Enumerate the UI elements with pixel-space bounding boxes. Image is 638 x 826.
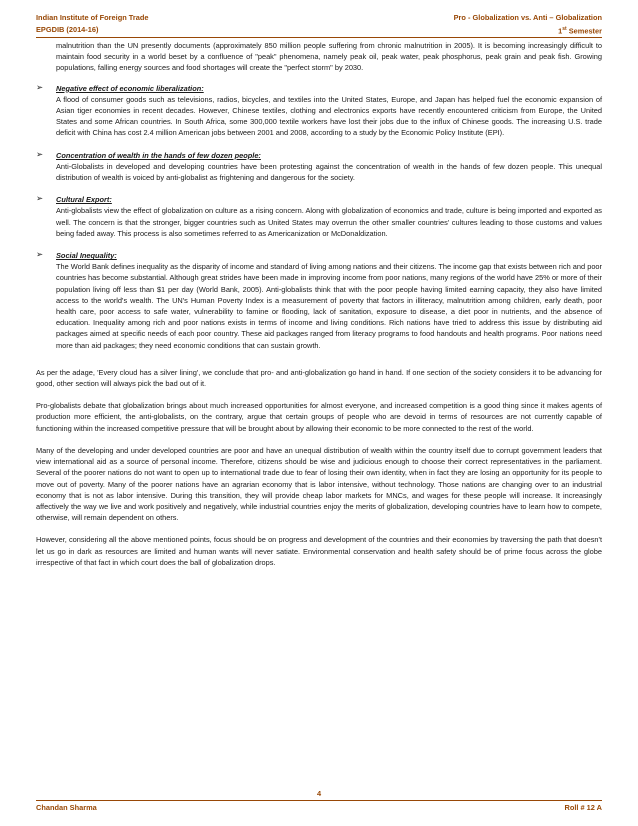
point-text: Anti-Globalists in developed and developing countries have been protesting against the concentration of wealth in the hands of few dozen people. This unequal distribution of wealth is voiced by anti-globalist as frightening and dangerous for the society.: [56, 161, 602, 183]
body-paragraph: Pro-globalists debate that globalization brings about much increased opportunities for almost everyone, and increased competition is a good thing since it makes agents of production more efficient, the anti-globalists, on the contrary, argue that certain groups of people who are devoid in terms of resources are not currently capable of functioning within the increased competitive pressure that will be brought about by allowing their economic to be more connected to the rest of the world.: [36, 401, 602, 433]
semester-word: Semester: [568, 25, 602, 35]
semester: [558, 24, 602, 37]
footer-rule: [36, 800, 602, 801]
page-footer: [36, 803, 602, 812]
page-content: [36, 40, 602, 579]
point-title: Social Inequality:: [56, 251, 117, 261]
arrow-bullet-icon: ➢: [36, 148, 44, 159]
point-title: Cultural Export:: [56, 195, 112, 205]
point-title: Concentration of wealth in the hands of few dozen people:: [56, 150, 261, 160]
continuation-paragraph: malnutrition than the UN presently documents (approximately 850 million people suffering from chronic malnutrition in 2005). It is becoming increasingly difficult to maintain food security in a world beset by a confluence of "peak" phenomena, namely peak oil, peak water, peak phosphorus, peak grain and peak fish. Growing populations, falling energy sources and food shortages will create the "perfect storm" by 2030.: [56, 41, 602, 73]
point-item: [36, 250, 602, 351]
body-paragraph: As per the adage, 'Every cloud has a silver lining', we conclude that pro- and anti-globalization go hand in hand. If one section of the society considers it to be advancing for good, other section will always pick the bad out of it.: [36, 367, 602, 389]
roll-number: Roll # 12 A: [564, 803, 602, 812]
arrow-bullet-icon: ➢: [36, 249, 44, 260]
point-item: [36, 150, 602, 184]
header-rule: [36, 37, 602, 38]
point-item: [36, 194, 602, 239]
body-paragraph: Many of the developing and under developed countries are poor and have an unequal distribution of wealth within the country itself due to corrupt government leaders that view international aid as a source of personal income. Therefore, citizens should be wise and judicious enough to choose their correct representatives in the parliament. Several of the poorer nations do not want to open up to international trade due to fear of losing their own identity, when in fact they are losing an opportunity for its people to move out of poverty. Many of the poorer nations have an agrarian economy that is labor intensive, without technology. Those nations are changing over to an industrial economy that is not as labor intensive. During this transition, they will provide cheap labor markets for MNCs, and wages for these people will increase. It increasingly affectively the way we live and work positively and negatively, while industrial countries enjoy the merits of globalization, developing countries have to learn how to compete, otherwise, will remain dependent on others.: [36, 445, 602, 523]
point-text: Anti-globalists view the effect of globalization on culture as a rising concern. Along with globalization of economics and trade, culture is being imported and exported as well. The concern is that the stronger, bigger countries such as United States may overrun the other smaller countries' cultures leading to those customs and values being faded away. This process is also sometimes referred to as Americanization or McDonaldization.: [56, 206, 602, 238]
point-item: [36, 83, 602, 139]
header-row-2: [36, 24, 602, 37]
author-name: Chandan Sharma: [36, 803, 97, 812]
page-number: 4: [316, 789, 322, 798]
points-list: [36, 83, 602, 351]
document-title: Pro - Globalization vs. Anti – Globalization: [453, 13, 602, 22]
point-title: Negative effect of economic liberalization:: [56, 83, 204, 93]
header-row-1: [36, 12, 602, 24]
semester-number: 1: [558, 25, 563, 35]
semester-suffix: st: [562, 25, 567, 32]
point-text: A flood of consumer goods such as televisions, radios, bicycles, and textiles into the United States, Europe, and Japan has helped fuel the economic expansion of Asian tiger economies in recent decades. However, Chinese textiles, clothing and electronics exports have recently encountered criticism from Europe, the United States and some African countries. In South Africa, some 300,000 textile workers have lost their jobs due to the influx of Chinese goods. The increasing U.S. trade deficit with China has cost 2.4 million American jobs between 2001 and 2008, according to a study by the Economic Policy Institute (EPI).: [56, 94, 602, 138]
arrow-bullet-icon: ➢: [36, 193, 44, 204]
body-paragraph: However, considering all the above mentioned points, focus should be on progress and development of the countries and their economies by traversing the path that doesn't let us go in dark as resources are limited and human wants will never satiate. Environmental conservation and health safety should be of prime focus across the globe irrespective of that fact in which court does the ball of globalization drops.: [36, 535, 602, 567]
institute-name: Indian Institute of Foreign Trade: [36, 13, 149, 22]
page-header: [36, 12, 602, 36]
program-name: EPGDIB (2014-16): [36, 24, 99, 34]
point-text: The World Bank defines inequality as the disparity of income and standard of living among nations and their citizens. The income gap that exists between rich and poor countries has become substantial. Although great strides have been made in improving income from poor nations, many regions of the world have 25% or more of their population living off less than $1 per day (World Bank, 2005). Anti-globalists think that with the poor people having limited earning capacity, they also have limited access to the world's wealth. The UN's Human Poverty Index is a measurement of poverty that factors in illiteracy, malnutrition among children, early death, poor health care, poor access to safe water, vulnerability to famine or flooding, lack of sanitation, exposure to disease, a diet poor in nutrients, and the absence of education. Inequality among rich and poor nations exists in terms of income and living conditions. Rich nations have tried to address this issue by distributing aid packages aimed at specific needs of each poor country. These aid packages ranged from literacy programs to food handouts and health programs. Poor nations need more than aid packages; they need economic conditions that can sustain growth.: [56, 262, 602, 350]
arrow-bullet-icon: ➢: [36, 81, 44, 92]
